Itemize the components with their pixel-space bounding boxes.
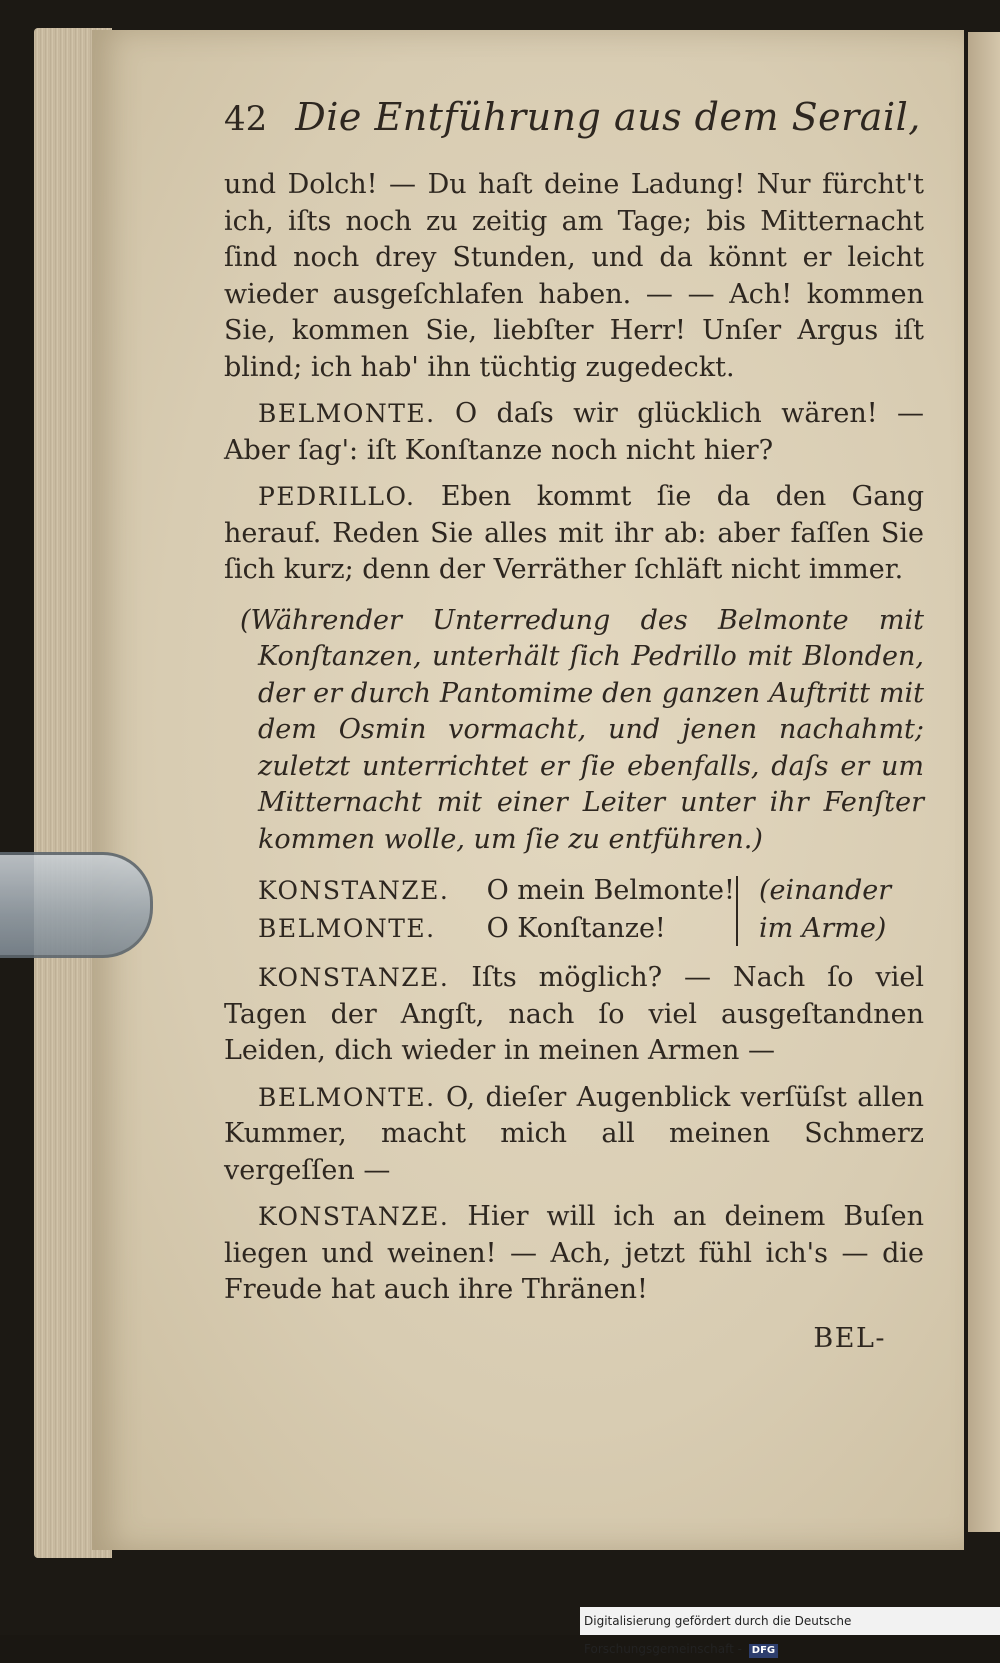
- next-page-edge: [968, 32, 1000, 1532]
- duet-line-belmonte: [258, 910, 666, 948]
- duet-stage-note: (einander im Arme): [759, 875, 892, 944]
- dialogue-konstanze-1: [224, 960, 924, 1070]
- speaker-name: PEDRILLO.: [258, 482, 416, 511]
- duet-text: O Konſtanze!: [486, 913, 666, 944]
- duet-text: O mein Belmonte!: [486, 875, 735, 906]
- text-column: [224, 95, 924, 1354]
- dialogue-text: Hier will ich an deinem Buſen liegen und weinen! — Ach, jetzt fühl ich's — die Freude hat auch ihre Thränen!: [224, 1201, 924, 1305]
- dialogue-pedrillo: [224, 479, 924, 589]
- dialogue-belmonte-1: [224, 396, 924, 469]
- dfg-logo: DFG: [749, 1644, 778, 1658]
- page-number: 42: [224, 99, 268, 139]
- page-header: [224, 95, 924, 155]
- running-title: Die Entführung aus dem Serail,: [295, 95, 921, 139]
- dialogue-text: O daſs wir glücklich wären! — Aber ſag': iſt Konſtanze noch nicht hier?: [224, 398, 924, 466]
- dialogue-konstanze-2: [224, 1199, 924, 1309]
- stage-direction: (Währender Unterredung des Belmonte mit Konſtanzen, unterhält ſich Pedrillo mit Blonden, der er durch Pantomime den ganzen Auftritt mit dem Osmin vormacht, und jenen nachahmt; zuletzt unterrichtet er ſie ebenfalls, daſs er um Mitternacht mit einer Leiter unter ihr Fenſter kommen wolle, um ſie zu entführen.): [240, 604, 924, 855]
- dialogue-text: Iſts möglich? — Nach ſo viel Tagen der Angſt, nach ſo viel ausgeſtandnen Leiden, dich wieder in meinen Armen —: [224, 962, 924, 1066]
- dialogue-belmonte-2: [224, 1080, 924, 1190]
- duet-exchange: [224, 872, 924, 950]
- digitization-footer: [580, 1607, 1000, 1656]
- speaker-name: KONSTANZE.: [258, 1202, 450, 1231]
- duet-line-konstanze: [258, 872, 735, 910]
- speaker-name: KONSTANZE.: [258, 963, 450, 992]
- paragraph-continuation: und Dolch! — Du haſt deine Ladung! Nur fürcht't ich, iſts noch zu zeitig am Tage; bis Mitternacht ſind noch drey Stunden, und da könnt er leicht wieder ausgeſchlafen haben. — — Ach! kommen Sie, kommen Sie, liebſter Herr! Unſer Argus iſt blind; ich hab' ihn tüchtig zugedeckt.: [224, 169, 924, 383]
- speaker-name: BELMONTE.: [258, 399, 436, 428]
- duet-bracket: [724, 876, 738, 946]
- dialogue-text: O, dieſer Augenblick verſüſst allen Kummer, macht mich all meinen Schmerz vergeſſen —: [224, 1081, 924, 1186]
- speaker-name: BELMONTE.: [258, 1082, 436, 1112]
- bookmark-clip: [0, 852, 153, 958]
- speaker-name: BELMONTE.: [258, 914, 436, 943]
- dialogue-text: Eben kommt ſie da den Gang herauf. Reden Sie alles mit ihr ab: aber faſſen Sie ſich kurz; denn der Verräther ſchläft nicht immer.: [224, 481, 924, 585]
- footer-text: Digitalisierung gefördert durch die Deutsche Forschungsgemeinschaft -: [584, 1614, 852, 1656]
- catchword: BEL-: [813, 1322, 886, 1354]
- speaker-name: KONSTANZE.: [258, 876, 450, 905]
